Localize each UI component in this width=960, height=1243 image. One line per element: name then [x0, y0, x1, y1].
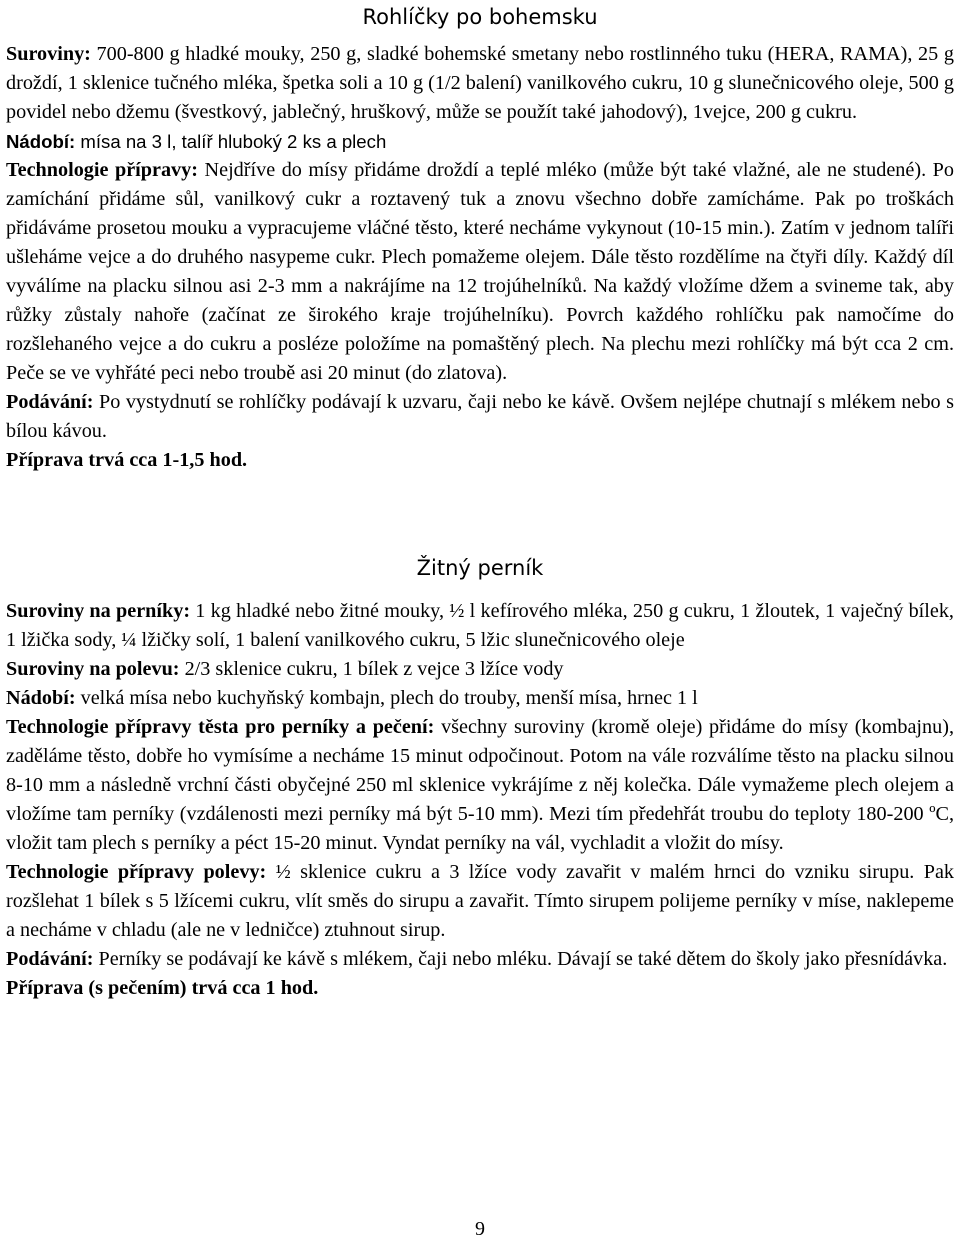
ingredients-label: Suroviny na perníky:: [6, 600, 191, 622]
dishes-text: velká mísa nebo kuchyňský kombajn, plech do trouby, menší mísa, hrnec 1 l: [75, 687, 698, 709]
ingredients-paragraph: [6, 40, 954, 127]
dishes-text: mísa na 3 l, talíř hluboký 2 ks a plech: [75, 131, 387, 152]
serving-paragraph: [6, 945, 954, 974]
dishes-paragraph: [6, 684, 954, 713]
technology-glaze-label: Technologie přípravy polevy:: [6, 861, 267, 883]
document-page: [6, 0, 954, 1003]
dishes-label: Nádobí:: [6, 687, 76, 709]
ingredients-paragraph: [6, 597, 954, 655]
serving-label: Podávání:: [6, 391, 94, 413]
recipe-title: Rohlíčky po bohemsku: [362, 5, 598, 29]
technology-glaze-paragraph: [6, 858, 954, 945]
recipe-title: Žitný perník: [416, 556, 544, 580]
technology-dough-label: Technologie přípravy těsta pro perníky a pečení:: [6, 716, 435, 738]
dishes-paragraph: [6, 127, 954, 156]
glaze-ingredients-label: Suroviny na polevu:: [6, 658, 180, 680]
serving-label: Podávání:: [6, 948, 94, 970]
prep-time: Příprava (s pečením) trvá cca 1 hod.: [6, 977, 319, 999]
technology-paragraph: [6, 156, 954, 388]
glaze-ingredients-text: 2/3 sklenice cukru, 1 bílek z vejce 3 lžíce vody: [179, 658, 564, 680]
glaze-ingredients-paragraph: [6, 655, 954, 684]
serving-text: Perníky se podávají ke kávě s mlékem, čaji nebo mléku. Dávají se také dětem do školy jako přesnídávka.: [93, 948, 948, 970]
technology-dough-text: všechny suroviny (kromě oleje) přidáme do mísy (kombajnu), zaděláme těsto, dobře ho vymísíme a necháme 15 minut odpočinout. Potom na vále rozválíme těsto na placku silnou 8-10 mm a následně vrchní části obyčejné 250 ml sklenice vykrájíme z něj kolečka. Dále vymažeme plech olejem a vložíme tam perníky (vzdálenosti mezi perníky má být 5-10 mm). Mezi tím předehřát troubu do teploty 180-200 ºC, vložit tam plech s perníky a péct 15-20 minut. Vyndat perníky na vál, vychladit a vložit do mísy.: [6, 716, 954, 854]
technology-glaze-text: ½ sklenice cukru a 3 lžíce vody zavařit v malém hrnci do vzniku sirupu. Pak rozšlehat 1 bílek s 5 lžícemi cukru, vlít směs do sirupu a zavařit. Tímto sirupem polijeme perníky v míse, naklepeme a necháme v chladu (ale ne v ledničce) ztuhnout sirup.: [6, 861, 954, 941]
technology-label: Technologie přípravy:: [6, 159, 198, 181]
serving-text: Po vystydnutí se rohlíčky podávají k uzvaru, čaji nebo ke kávě. Ovšem nejlépe chutnají s mlékem nebo s bílou kávou.: [6, 391, 954, 442]
ingredients-label: Suroviny:: [6, 43, 91, 65]
page-number: 9: [475, 1218, 485, 1240]
serving-paragraph: [6, 388, 954, 446]
technology-text: Nejdříve do mísy přidáme droždí a teplé mléko (může být také vlažné, ale ne studené). Po zamíchání přidáme sůl, vanilkový cukr a roztavený tuk a znovu všechno dobře zamícháme. Pak po troškách přidáváme prosetou mouku a vypracujeme vláčné těsto, které necháme vykynout (10-15 min.). Zatím v jednom talíři ušleháme vejce a do druhého nasypeme cukr. Plech pomažeme olejem. Dále těsto rozdělíme na čtyři díly. Každý díl vyválíme na placku silnou asi 2-3 mm a nakrájíme na 12 trojúhelníků. Na každý vložíme džem a svineme tak, aby růžky zůstaly nahoře (začínat ze širokého kraje trojúhelníku). Povrch každého rohlíčku pak namočíme do rozšlehaného vejce a do cukru a posléze položíme na pomaštěný plech. Na plechu mezi rohlíčky má být cca 2 cm. Peče se ve vyhřáté peci nebo troubě asi 20 minut (do zlatova).: [6, 159, 954, 384]
ingredients-text: 1 kg hladké nebo žitné mouky, ½ l kefírového mléka, 250 g cukru, 1 žloutek, 1 vaječný bílek, 1 lžička sody, ¼ lžičky solí, 1 balení vanilkového cukru, 5 lžic slunečnicového oleje: [6, 600, 954, 651]
ingredients-text: 700-800 g hladké mouky, 250 g, sladké bohemské smetany nebo rostlinného tuku (HERA, RAMA), 25 g droždí, 1 sklenice tučného mléka, špetka soli a 10 g (1/2 balení) vanilkového cukru, 10 g slunečnicového oleje, 500 g povidel nebo džemu (švestkový, jablečný, hruškový, může se použít také jahodový), 1vejce, 200 g cukru.: [6, 43, 954, 123]
dishes-label: Nádobí:: [6, 131, 76, 152]
prep-time: Příprava trvá cca 1-1,5 hod.: [6, 449, 248, 471]
technology-dough-paragraph: [6, 713, 954, 858]
